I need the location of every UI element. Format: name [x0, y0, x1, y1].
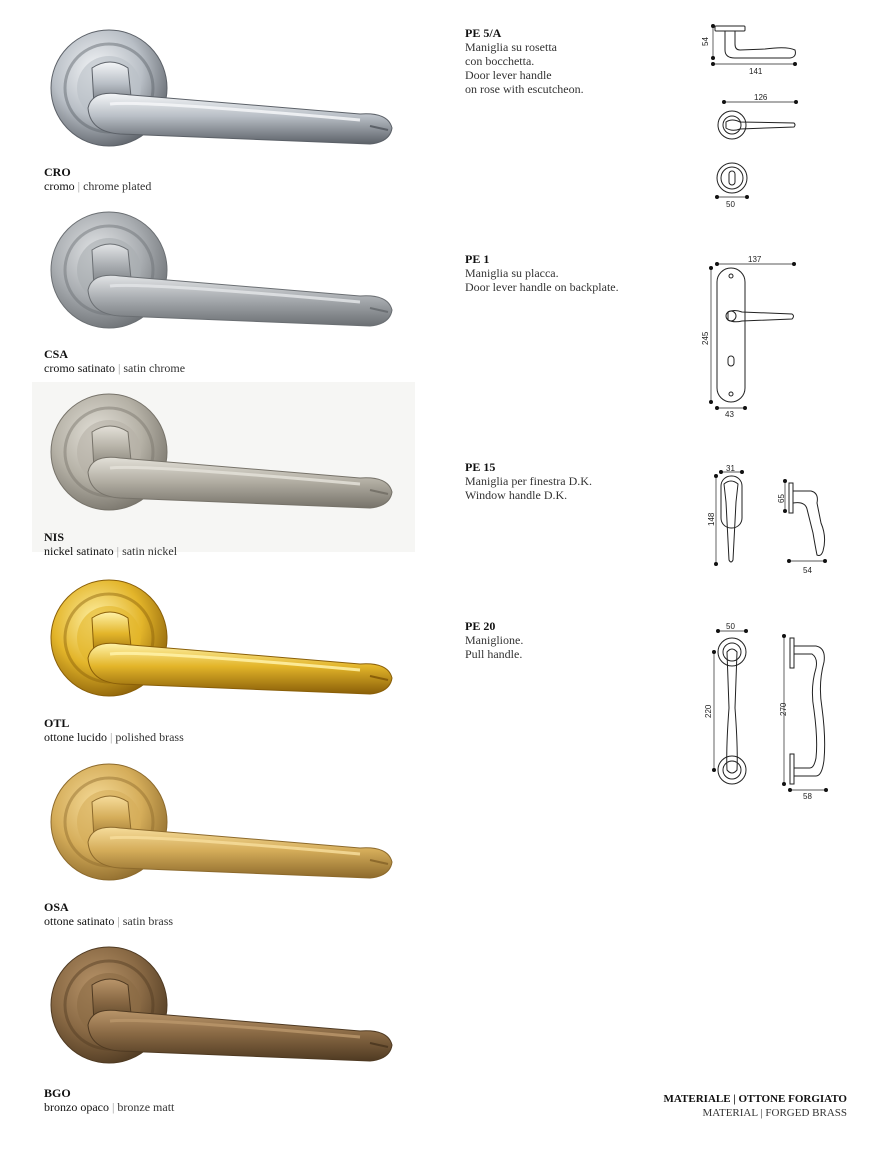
drawing-pe20-side	[772, 628, 832, 800]
finish-code: CSA	[44, 347, 69, 361]
finish-description	[44, 179, 151, 194]
separator: |	[111, 1100, 115, 1114]
description-line: Pull handle.	[465, 647, 523, 661]
lever-handle-image	[40, 762, 400, 912]
finish-description	[44, 1100, 174, 1115]
description-line: Maniglione.	[465, 633, 524, 647]
drawing-pe15-side	[775, 475, 835, 577]
description-line: Maniglia su placca.	[465, 266, 559, 280]
lever-handle-image	[40, 210, 400, 360]
finish-code: NIS	[44, 530, 65, 544]
lever-handle-image	[40, 392, 400, 542]
model-description	[465, 266, 675, 294]
description-line: con bocchetta.	[465, 54, 535, 68]
dim-label: 58	[803, 792, 812, 800]
description-line: Maniglia per finestra D.K.	[465, 474, 592, 488]
dim-label: 31	[726, 464, 735, 473]
finish-code: BGO	[44, 1086, 71, 1100]
drawing-pe20-front	[698, 618, 758, 786]
model-description	[465, 40, 675, 96]
drawing-pe5a-top	[710, 92, 805, 144]
dim-label: 43	[725, 410, 734, 419]
material-label-it: MATERIALE | OTTONE FORGIATO	[663, 1093, 847, 1105]
handle-photo-bronze-matt	[40, 945, 400, 1095]
finish-name-en: polished brass	[115, 730, 184, 744]
material-label-en: MATERIAL | FORGED BRASS	[702, 1107, 847, 1119]
dim-label: 65	[777, 494, 786, 503]
finish-name-en: satin brass	[122, 914, 174, 928]
finish-name-it: ottone satinato	[44, 914, 115, 928]
dim-label: 54	[803, 566, 812, 575]
separator: |	[110, 730, 113, 744]
dim-label: 270	[779, 702, 788, 716]
separator: |	[117, 361, 121, 375]
finish-name-en: satin chrome	[123, 361, 186, 375]
description-line: Door lever handle	[465, 68, 552, 82]
handle-photo-satin-nickel	[40, 392, 400, 542]
drawing-pe1	[698, 252, 808, 422]
lever-handle-image	[40, 945, 400, 1095]
description-line: Maniglia su rosetta	[465, 40, 557, 54]
lever-handle-image	[40, 578, 400, 728]
separator: |	[77, 179, 81, 193]
model-description	[465, 633, 675, 661]
finish-name-en: satin nickel	[122, 544, 178, 558]
dim-label: 50	[726, 200, 735, 209]
separator: |	[117, 914, 120, 928]
finish-name-it: ottone lucido	[44, 730, 107, 744]
dim-label: 141	[749, 67, 763, 76]
finish-name-it: bronzo opaco	[44, 1100, 109, 1114]
handle-photo-satin-chrome	[40, 210, 400, 360]
model-code: PE 15	[465, 460, 496, 474]
finish-description	[44, 361, 185, 376]
dim-label: 148	[707, 512, 716, 526]
dim-label: 137	[748, 255, 762, 264]
model-code: PE 1	[465, 252, 490, 266]
finish-code: OTL	[44, 716, 70, 730]
dim-label: 220	[704, 704, 713, 718]
handle-photo-chrome	[40, 28, 400, 178]
model-code: PE 20	[465, 619, 496, 633]
finish-description	[44, 544, 177, 559]
finish-description	[44, 914, 173, 929]
lever-handle-image	[40, 28, 400, 178]
finish-name-it: cromo satinato	[44, 361, 115, 375]
separator: |	[116, 544, 120, 558]
finish-code: CRO	[44, 165, 71, 179]
dim-label: 50	[726, 622, 735, 631]
handle-photo-polished-brass	[40, 578, 400, 728]
finish-code: OSA	[44, 900, 69, 914]
handle-photo-satin-brass	[40, 762, 400, 912]
finish-name-it: cromo	[44, 179, 75, 193]
finish-description	[44, 730, 184, 745]
description-line: Door lever handle on backplate.	[465, 280, 619, 294]
drawing-pe5a-side	[695, 22, 805, 78]
finish-name-en: chrome plated	[83, 179, 152, 193]
dim-label: 245	[701, 331, 710, 345]
model-code: PE 5/A	[465, 26, 502, 40]
dim-label: 54	[701, 37, 710, 46]
finish-name-en: bronze matt	[117, 1100, 175, 1114]
drawing-pe15-front	[700, 462, 760, 574]
dim-label: 126	[754, 93, 768, 102]
finish-name-it: nickel satinato	[44, 544, 114, 558]
description-line: on rose with escutcheon.	[465, 82, 584, 96]
model-description	[465, 474, 675, 502]
drawing-pe5a-escutcheon	[710, 158, 760, 210]
description-line: Window handle D.K.	[465, 488, 568, 502]
